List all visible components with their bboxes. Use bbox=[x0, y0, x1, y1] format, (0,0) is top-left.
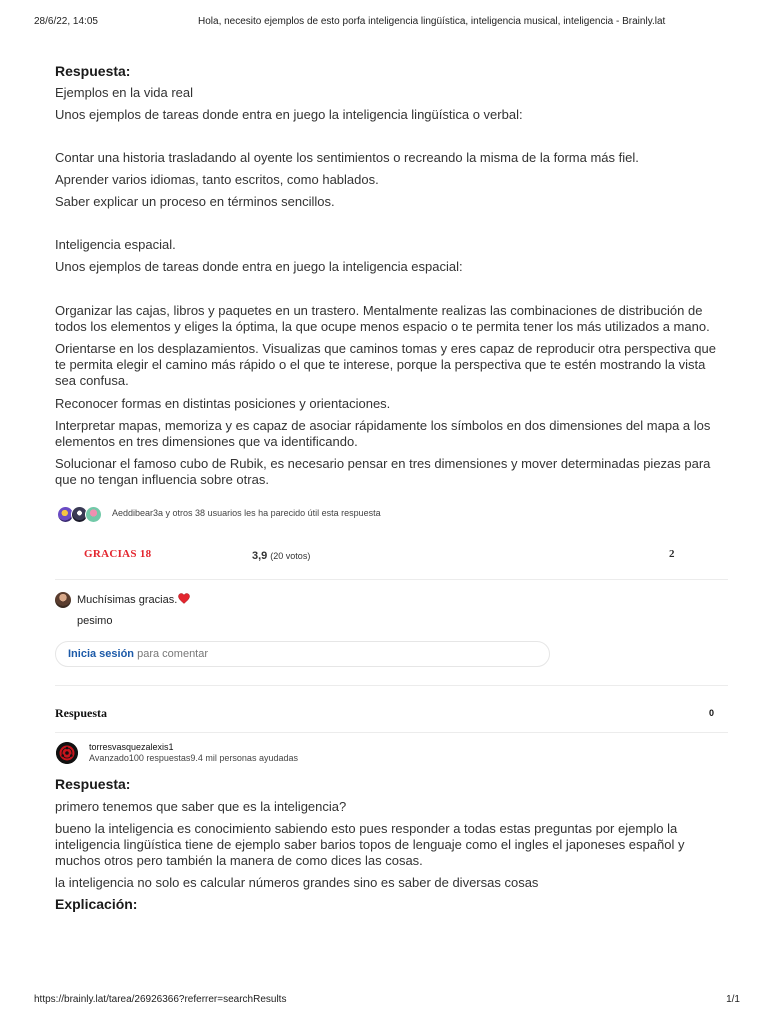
divider bbox=[55, 579, 728, 580]
sharingan-icon bbox=[56, 742, 78, 764]
thanks-button[interactable]: GRACIAS 18 bbox=[84, 548, 152, 560]
rating-value: 3,9 bbox=[252, 550, 268, 562]
print-url: https://brainly.lat/tarea/26926366?referrer=searchResults bbox=[34, 994, 287, 1005]
user-stats: Avanzado100 respuestas9.4 mil personas ayudadas bbox=[89, 753, 298, 763]
comment-prompt: para comentar bbox=[137, 648, 209, 660]
answer-heading: Respuesta: bbox=[55, 63, 131, 79]
answer-line: la inteligencia no solo es calcular números grandes sino es saber de diversas cosas bbox=[55, 875, 539, 890]
answer-line: primero tenemos que saber que es la inteligencia? bbox=[55, 799, 347, 814]
avatar[interactable] bbox=[56, 742, 78, 764]
comment-text: Muchísimas gracias. bbox=[77, 594, 178, 606]
answer-section-title: Respuesta bbox=[55, 706, 108, 720]
login-link[interactable]: Inicia sesión bbox=[68, 648, 135, 660]
print-page-title: Hola, necesito ejemplos de esto porfa inteligencia lingüística, inteligencia musical, inteligencia - Brainly.lat bbox=[198, 16, 666, 27]
answer-line: bueno la inteligencia es conocimiento sabiendo esto pues responder a todas estas preguntas por ejemplo la inteligencia lingüística tiene de ejemplo saber barios topos de lenguaje como el ingles el japoneses español y muchos otros pero también la manera de como dices las cosas. bbox=[55, 821, 685, 868]
explanation-heading: Explicación: bbox=[55, 896, 138, 912]
divider bbox=[55, 685, 728, 686]
likers-avatars bbox=[57, 506, 107, 524]
answer-line: Orientarse en los desplazamientos. Visualizas que caminos tomas y eres capaz de reproducir otra perspectiva que te permita elegir el camino más rápido o el que te interese, porque la perspectiva que te estén mostrando la vista sea confusa. bbox=[55, 341, 716, 388]
answer-line: Aprender varios idiomas, tanto escritos, como hablados. bbox=[55, 172, 379, 187]
print-header bbox=[28, 16, 740, 30]
likes-summary: Aeddibear3a y otros 38 usuarios les ha parecido útil esta respuesta bbox=[112, 508, 381, 518]
answer-line: Saber explicar un proceso en términos sencillos. bbox=[55, 194, 335, 209]
avatar bbox=[85, 506, 102, 523]
avatar bbox=[55, 592, 71, 608]
comment-input[interactable] bbox=[55, 641, 550, 667]
answer-line: Unos ejemplos de tareas donde entra en juego la inteligencia lingüística o verbal: bbox=[55, 107, 523, 122]
answer-count: 0 bbox=[709, 708, 715, 718]
rating[interactable] bbox=[252, 550, 310, 562]
answer-line: Ejemplos en la vida real bbox=[55, 85, 194, 100]
answer-line: Interpretar mapas, memoriza y es capaz de asociar rápidamente los símbolos en dos dimensiones del mapa a los elementos en tres dimensiones que va identificando. bbox=[55, 418, 711, 449]
print-date: 28/6/22, 14:05 bbox=[34, 16, 98, 27]
answer-heading: Respuesta: bbox=[55, 776, 131, 792]
comments-count[interactable]: 2 bbox=[669, 548, 675, 560]
answer-line: Contar una historia trasladando al oyente los sentimientos o recreando la misma de la forma más fiel. bbox=[55, 150, 639, 165]
answer-line: Reconocer formas en distintas posiciones y orientaciones. bbox=[55, 396, 391, 411]
print-footer bbox=[28, 994, 740, 1008]
answer-line: Inteligencia espacial. bbox=[55, 237, 176, 252]
comment-text: pesimo bbox=[77, 615, 113, 627]
divider bbox=[55, 732, 728, 733]
comment bbox=[77, 593, 190, 606]
answer-line: Organizar las cajas, libros y paquetes en un trastero. Mentalmente realizas las combinaciones de distribución de todos los elementos y eliges la óptima, la que ocupe menos espacio o te permita tener los más utilizados a mano. bbox=[55, 303, 710, 334]
print-page-number: 1/1 bbox=[726, 994, 740, 1005]
answer-line: Unos ejemplos de tareas donde entra en juego la inteligencia espacial: bbox=[55, 259, 463, 274]
heart-icon bbox=[178, 593, 190, 604]
username[interactable]: torresvasquezalexis1 bbox=[89, 742, 174, 752]
rating-votes: (20 votos) bbox=[270, 551, 311, 561]
answer-line: Solucionar el famoso cubo de Rubik, es necesario pensar en tres dimensiones y mover determinadas piezas para que no tengan influencia sobre otras. bbox=[55, 456, 711, 487]
